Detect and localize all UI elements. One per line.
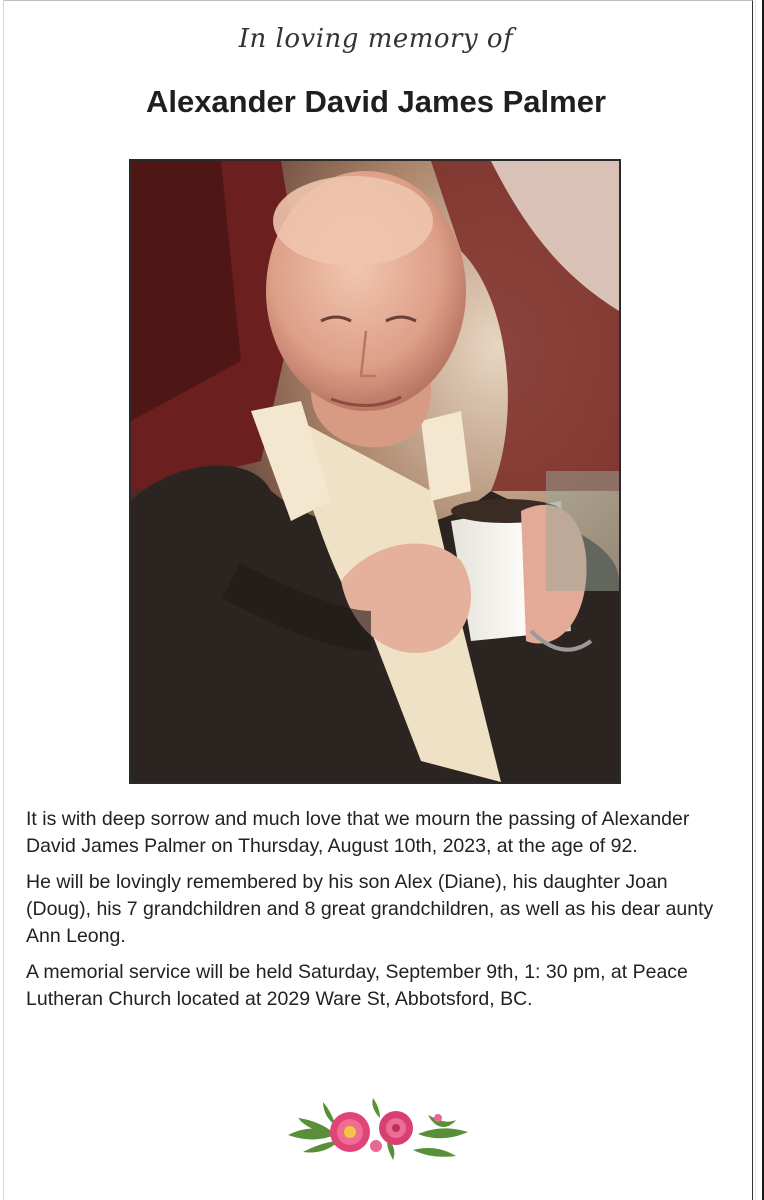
family-paragraph: He will be lovingly remembered by his son Alex (Diane), his daughter Joan (Doug), his 7 grandchildren and 8 great grandchildren, as well as his dear aunty Ann Leong. (26, 871, 714, 947)
announcement-paragraph: It is with deep sorrow and much love that we mourn the passing of Alexander David James Palmer on Thursday, August 10th, 2023, at the age of 92. (26, 808, 690, 857)
memory-heading: In loving memory of (238, 24, 514, 54)
page-edge (755, 0, 764, 1200)
obituary-text (26, 806, 736, 1022)
portrait-photo (129, 159, 621, 784)
flower-icon (278, 1090, 478, 1170)
deceased-name: Alexander David James Palmer (145, 84, 607, 119)
portrait-illustration (131, 161, 619, 782)
service-paragraph: A memorial service will be held Saturday, September 9th, 1: 30 pm, at Peace Lutheran Church located at 2029 Ware St, Abbotsford, BC. (26, 961, 688, 1010)
